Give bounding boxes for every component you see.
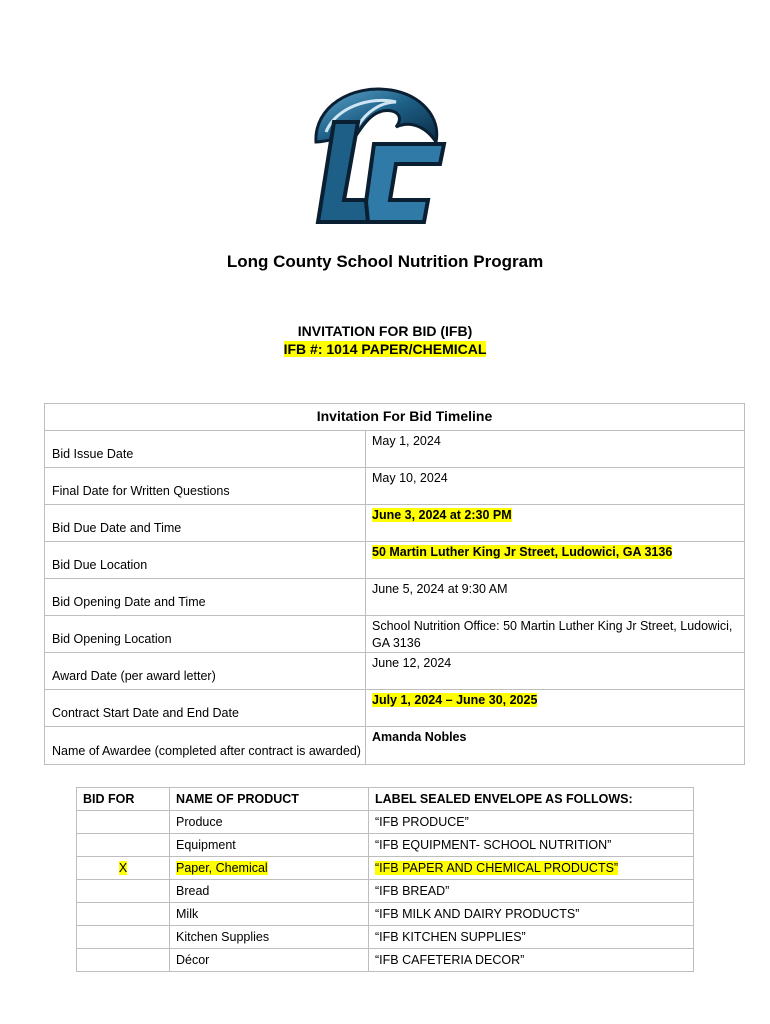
column-header: LABEL SEALED ENVELOPE AS FOLLOWS: [369,788,694,811]
highlighted-value: July 1, 2024 – June 30, 2025 [372,693,538,707]
product-name-cell: Milk [170,903,369,926]
row-label: Bid Opening Location [52,632,172,646]
product-name-cell: Equipment [170,834,369,857]
row-value: Amanda Nobles [365,727,744,764]
envelope-label-cell: “IFB KITCHEN SUPPLIES” [369,926,694,949]
table-row [45,468,744,505]
column-header: NAME OF PRODUCT [170,788,369,811]
bid-for-cell [77,949,170,972]
product-name-cell: Kitchen Supplies [170,926,369,949]
table-row [77,926,694,949]
selected-mark: X [118,861,128,875]
table-row [45,653,744,690]
bid-for-cell [77,857,170,880]
product-name-cell: Produce [170,811,369,834]
row-value [365,690,744,726]
row-value: May 10, 2024 [365,468,744,504]
table-row [45,431,744,468]
envelope-label-cell: “IFB BREAD” [369,880,694,903]
table-row [45,727,744,764]
product-name-cell [170,857,369,880]
highlighted-value: 50 Martin Luther King Jr Street, Ludowici, GA 3136 [372,545,673,559]
envelope-label-cell: “IFB CAFETERIA DECOR” [369,949,694,972]
envelope-label-cell: “IFB MILK AND DAIRY PRODUCTS” [369,903,694,926]
table-row [77,949,694,972]
row-value: School Nutrition Office: 50 Martin Luther King Jr Street, Ludowici, GA 3136 [365,616,744,652]
row-label: Bid Opening Date and Time [52,595,206,609]
bid-for-cell [77,811,170,834]
doc-type: INVITATION FOR BID (IFB) [297,323,473,339]
table-header-row [77,788,694,811]
highlighted-value: June 3, 2024 at 2:30 PM [372,508,512,522]
row-value: June 12, 2024 [365,653,744,689]
table-row [45,542,744,579]
row-label: Contract Start Date and End Date [52,706,239,720]
highlighted-product: Paper, Chemical [176,861,268,875]
row-label: Name of Awardee (completed after contract is awarded) [52,744,361,758]
table-row [77,834,694,857]
row-value [365,505,744,541]
highlighted-label: “IFB PAPER AND CHEMICAL PRODUCTS” [375,861,619,875]
row-label: Bid Due Location [52,558,148,572]
row-label: Bid Due Date and Time [52,521,182,535]
table-row [77,903,694,926]
table-row [45,579,744,616]
envelope-label-cell: “IFB PRODUCE” [369,811,694,834]
envelope-label-cell [369,857,694,880]
timeline-table [44,403,745,765]
table-row [77,811,694,834]
row-label: Award Date (per award letter) [52,669,216,683]
column-header: BID FOR [77,788,170,811]
product-name-cell: Décor [170,949,369,972]
row-value [365,542,744,578]
product-name-cell: Bread [170,880,369,903]
bid-for-cell [77,834,170,857]
table-row [77,880,694,903]
row-label: Bid Issue Date [52,447,134,461]
bid-for-cell [77,880,170,903]
row-value: May 1, 2024 [365,431,744,467]
long-county-logo [296,82,448,230]
timeline-title: Invitation For Bid Timeline [45,404,744,431]
envelope-label-cell: “IFB EQUIPMENT- SCHOOL NUTRITION” [369,834,694,857]
products-table [76,787,694,972]
table-row [45,616,744,653]
row-label: Final Date for Written Questions [52,484,230,498]
bid-for-cell [77,926,170,949]
bid-for-cell [77,903,170,926]
table-row [45,690,744,727]
table-row [77,857,694,880]
row-value: June 5, 2024 at 9:30 AM [365,579,744,615]
ifb-heading [0,322,770,358]
organization-title: Long County School Nutrition Program [226,252,544,271]
ifb-number: IFB #: 1014 PAPER/CHEMICAL [283,341,487,357]
table-row [45,505,744,542]
